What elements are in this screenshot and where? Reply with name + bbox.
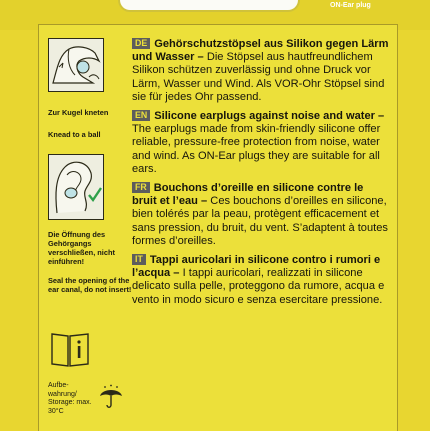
section-it-body: I tappi auricolari, realizzati in silicone delicato sulla pelle, proteggono da rumore, acqua e vento in modo sicuro e senza esercitare pressione.	[132, 267, 385, 306]
caption-seal-de: Die Öffnung des Gehörgangs verschließen, nicht einführen!	[48, 230, 115, 266]
caption-seal-en: Seal the opening of the ear canal, do not insert!	[48, 276, 132, 294]
section-it-title: Tappi auricolari in silicone contro i rumori e l’acqua –	[132, 254, 381, 280]
lang-tag-it: IT	[132, 254, 146, 265]
caption-knead-en: Knead to a ball	[48, 130, 101, 139]
text-column	[132, 38, 390, 313]
section-de-body: Die Stöpsel aus hautfreundlichem Silikon schützen zuverlässig und ohne Druck vor Lärm, Wasser und Wind. Als VOR-Ohr Stöpsel sind sie für jedes Ohr passend.	[132, 51, 385, 103]
umbrella-icon	[98, 384, 124, 410]
section-en	[132, 110, 390, 176]
pictogram-column	[40, 28, 132, 430]
hand-kneading-icon	[49, 39, 103, 91]
section-de-title: Gehörschutzstöpsel aus Silikon gegen Lärm und Wasser –	[132, 38, 389, 64]
section-en-body: The earplugs made from skin-friendly silicone offer reliable, pressure-free protection from noise, water and wind. As ON-Ear plugs they are suitable for all ears.	[132, 123, 381, 175]
section-fr-body: Ces bouchons d’oreilles en silicone, bien tolérés par la peau, protègent efficacement et sans pression, du bruit, du vent. S’adaptent à toutes formes d’oreilles.	[132, 195, 388, 247]
caption-knead-de: Zur Kugel kneten	[48, 108, 109, 117]
section-fr-title: Bouchons d’oreille en silicone contre le bruit et l’eau –	[132, 182, 364, 208]
storage-label: Aufbe-wahrung/ Storage: max. 30°C	[48, 382, 92, 415]
hang-hole	[118, 0, 300, 12]
section-en-title: Silicone earplugs against noise and water –	[154, 110, 385, 123]
lang-tag-en: EN	[132, 110, 150, 121]
ear-seal-figure	[48, 154, 104, 220]
lang-tag-de: DE	[132, 38, 150, 49]
read-manual-icon	[48, 330, 92, 370]
knead-ball-figure	[48, 38, 104, 92]
lang-tag-fr: FR	[132, 182, 150, 193]
section-fr	[132, 182, 390, 248]
section-de	[132, 38, 390, 104]
section-it	[132, 254, 390, 307]
ear-icon	[49, 155, 103, 219]
on-ear-label: ON-Ear plug	[330, 2, 371, 9]
info-book-figure	[48, 330, 92, 370]
